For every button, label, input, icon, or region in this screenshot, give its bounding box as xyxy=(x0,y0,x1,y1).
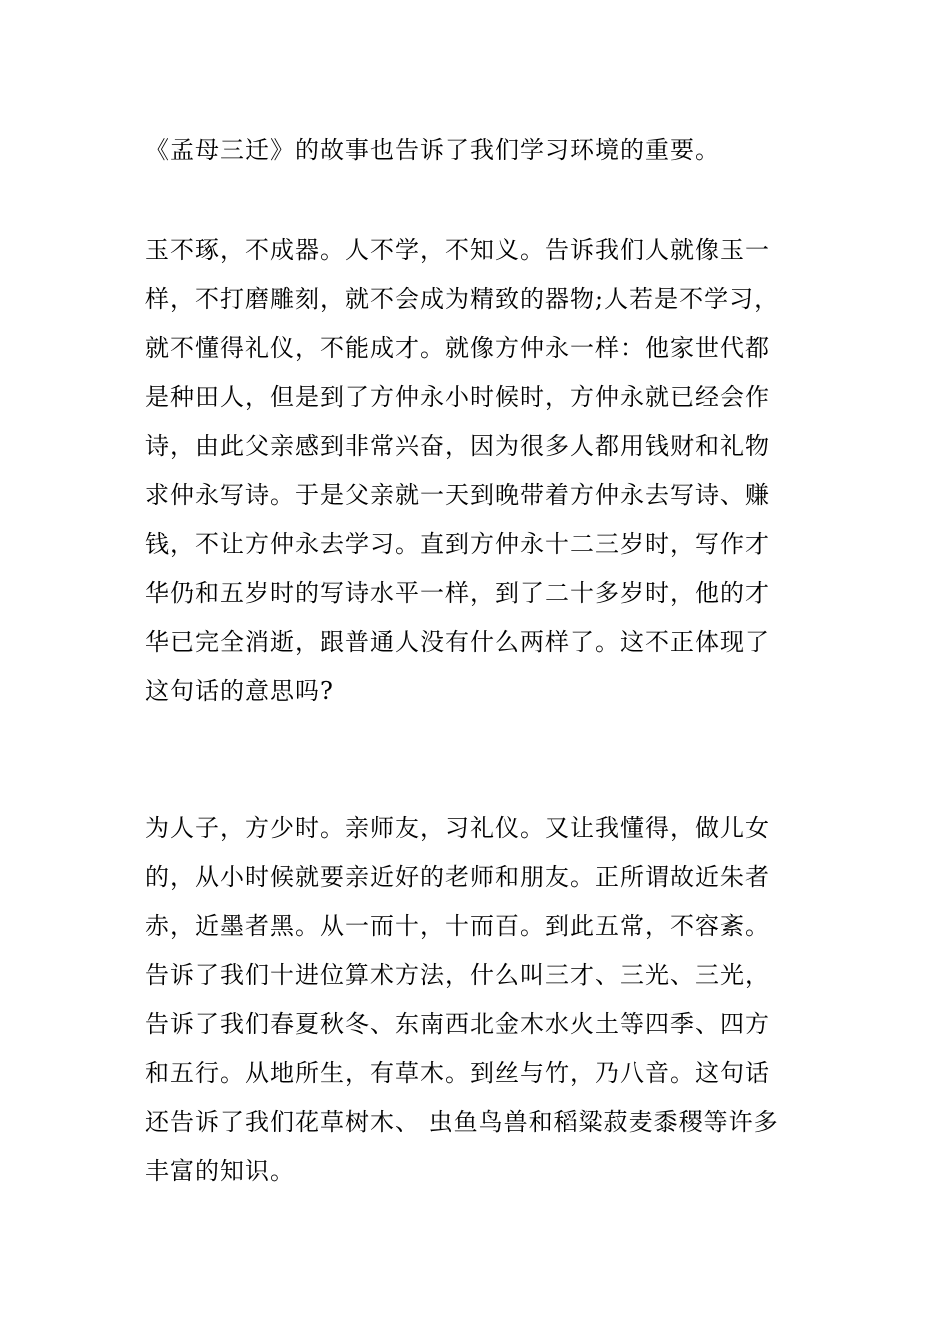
text-line: 《孟母三迁》的故事也告诉了我们学习环境的重要。 xyxy=(145,136,720,164)
text-line: 钱，不让方仲永去学习。直到方仲永十二三岁时，写作才 xyxy=(145,530,770,558)
paragraph-1 xyxy=(145,126,810,175)
text-line: 玉不琢，不成器。人不学，不知义。告诉我们人就像玉一 xyxy=(145,236,770,264)
text-line: 告诉了我们春夏秋冬、东南西北金木水火土等四季、四方 xyxy=(145,1010,770,1038)
text-line: 赤，近墨者黑。从一而十，十而百。到此五常，不容紊。 xyxy=(145,912,770,940)
paragraph-2 xyxy=(145,226,810,716)
text-line: 这句话的意思吗? xyxy=(145,677,334,705)
text-line: 的，从小时候就要亲近好的老师和朋友。正所谓故近朱者 xyxy=(145,863,770,891)
paragraph-3 xyxy=(145,804,810,1196)
text-line: 告诉了我们十进位算术方法，什么叫三才、三光、三光， xyxy=(145,961,770,989)
text-line: 求仲永写诗。于是父亲就一天到晚带着方仲永去写诗、赚 xyxy=(145,481,770,509)
text-line: 丰富的知识。 xyxy=(145,1157,295,1185)
text-line: 就不懂得礼仪，不能成才。就像方仲永一样：他家世代都 xyxy=(145,334,770,362)
text-line: 华已完全消逝，跟普通人没有什么两样了。这不正体现了 xyxy=(145,628,770,656)
text-line: 和五行。从地所生，有草木。到丝与竹，乃八音。这句话 xyxy=(145,1059,770,1087)
text-line: 为人子，方少时。亲师友，习礼仪。又让我懂得，做儿女 xyxy=(145,814,770,842)
text-line: 华仍和五岁时的写诗水平一样，到了二十多岁时，他的才 xyxy=(145,579,770,607)
text-line: 样，不打磨雕刻，就不会成为精致的器物;人若是不学习， xyxy=(145,285,780,313)
text-line: 是种田人，但是到了方仲永小时候时，方仲永就已经会作 xyxy=(145,383,770,411)
text-line: 诗，由此父亲感到非常兴奋，因为很多人都用钱财和礼物 xyxy=(145,432,770,460)
text-line: 还告诉了我们花草树木、 虫鱼鸟兽和稻粱菽麦黍稷等许多 xyxy=(145,1108,779,1136)
